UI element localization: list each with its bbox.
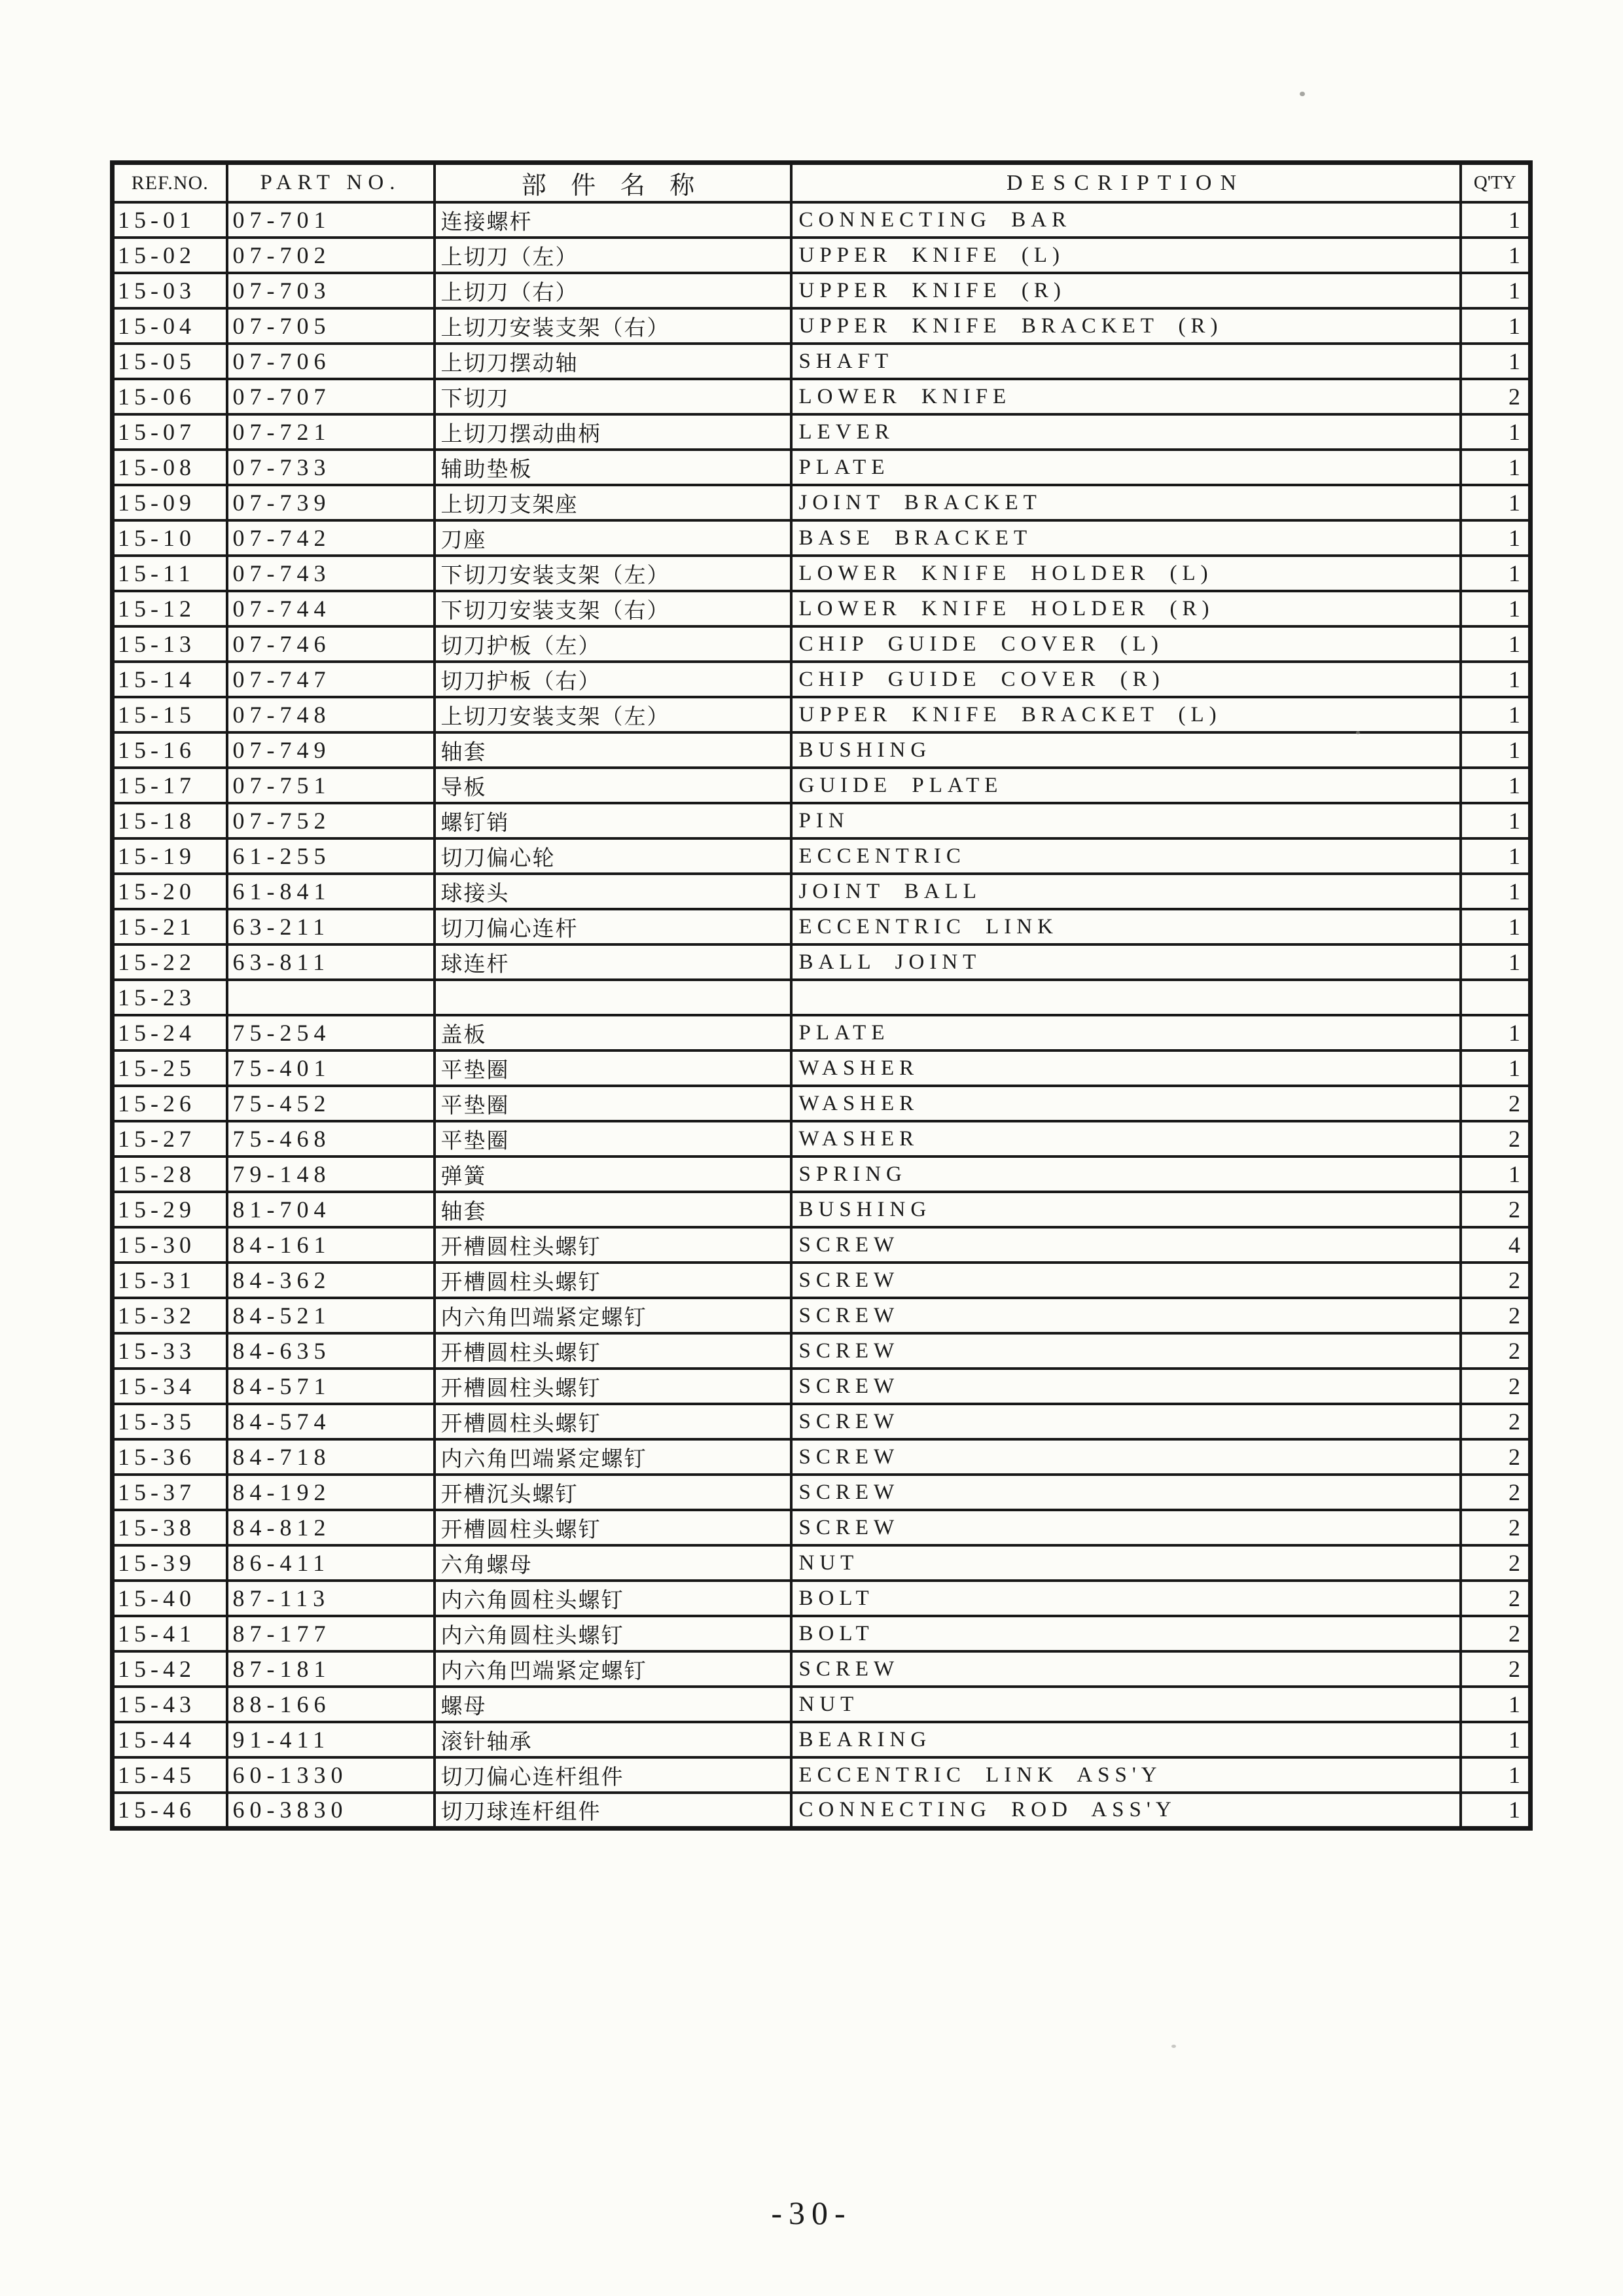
cell-part-name: 轴套 — [435, 732, 791, 768]
cell-qty: 2 — [1461, 1404, 1531, 1439]
table-row — [113, 202, 1531, 238]
cell-ref-no: 15-43 — [113, 1687, 227, 1722]
cell-description: BALL JOINT — [791, 944, 1461, 980]
table-row — [113, 1722, 1531, 1757]
table-row — [113, 520, 1531, 556]
cell-part-name: 球接头 — [435, 874, 791, 909]
cell-description — [791, 980, 1461, 1015]
cell-description: BASE BRACKET — [791, 520, 1461, 556]
table-row — [113, 944, 1531, 980]
table-row — [113, 980, 1531, 1015]
cell-qty: 1 — [1461, 1050, 1531, 1086]
cell-ref-no: 15-34 — [113, 1369, 227, 1404]
cell-part-name: 螺钉销 — [435, 803, 791, 838]
cell-qty: 1 — [1461, 1157, 1531, 1192]
table-row — [113, 1616, 1531, 1651]
header-part-name: 部 件 名 称 — [435, 163, 791, 203]
cell-ref-no: 15-30 — [113, 1227, 227, 1263]
cell-ref-no: 15-23 — [113, 980, 227, 1015]
cell-part-no: 07-747 — [227, 662, 435, 697]
cell-part-no: 07-746 — [227, 626, 435, 662]
cell-qty: 1 — [1461, 202, 1531, 238]
cell-ref-no: 15-18 — [113, 803, 227, 838]
cell-description: LOWER KNIFE HOLDER (L) — [791, 556, 1461, 591]
table-row — [113, 1545, 1531, 1581]
cell-description: UPPER KNIFE (R) — [791, 273, 1461, 308]
table-row — [113, 768, 1531, 803]
cell-ref-no: 15-39 — [113, 1545, 227, 1581]
cell-ref-no: 15-16 — [113, 732, 227, 768]
cell-part-no: 75-254 — [227, 1015, 435, 1050]
cell-qty — [1461, 980, 1531, 1015]
cell-description: SCREW — [791, 1333, 1461, 1369]
cell-part-name: 上切刀摆动曲柄 — [435, 414, 791, 450]
cell-part-no: 07-744 — [227, 591, 435, 626]
cell-ref-no: 15-32 — [113, 1298, 227, 1333]
cell-qty: 2 — [1461, 1510, 1531, 1545]
cell-part-name: 切刀球连杆组件 — [435, 1793, 791, 1828]
cell-qty: 1 — [1461, 768, 1531, 803]
cell-description: PLATE — [791, 1015, 1461, 1050]
table-row — [113, 1581, 1531, 1616]
cell-qty: 1 — [1461, 732, 1531, 768]
cell-part-no: 86-411 — [227, 1545, 435, 1581]
table-row — [113, 1227, 1531, 1263]
cell-qty: 2 — [1461, 1475, 1531, 1510]
table-row — [113, 450, 1531, 485]
cell-part-no: 84-192 — [227, 1475, 435, 1510]
cell-part-no: 79-148 — [227, 1157, 435, 1192]
cell-part-no: 87-113 — [227, 1581, 435, 1616]
cell-ref-no: 15-26 — [113, 1086, 227, 1121]
cell-description: ECCENTRIC — [791, 838, 1461, 874]
table-row — [113, 1757, 1531, 1793]
cell-qty: 1 — [1461, 803, 1531, 838]
table-row — [113, 308, 1531, 344]
cell-qty: 1 — [1461, 1687, 1531, 1722]
cell-ref-no: 15-38 — [113, 1510, 227, 1545]
cell-part-name: 下切刀安装支架（右） — [435, 591, 791, 626]
cell-part-no: 84-812 — [227, 1510, 435, 1545]
cell-ref-no: 15-20 — [113, 874, 227, 909]
cell-qty: 2 — [1461, 1121, 1531, 1157]
cell-part-no: 07-705 — [227, 308, 435, 344]
cell-description: CHIP GUIDE COVER (L) — [791, 626, 1461, 662]
cell-part-name: 切刀偏心连杆 — [435, 909, 791, 944]
cell-part-name: 开槽圆柱头螺钉 — [435, 1369, 791, 1404]
cell-description: ECCENTRIC LINK — [791, 909, 1461, 944]
cell-part-no: 07-748 — [227, 697, 435, 732]
cell-part-no: 07-751 — [227, 768, 435, 803]
cell-part-name: 开槽圆柱头螺钉 — [435, 1263, 791, 1298]
cell-part-no: 75-452 — [227, 1086, 435, 1121]
table-row — [113, 1298, 1531, 1333]
table-row — [113, 379, 1531, 414]
cell-ref-no: 15-02 — [113, 238, 227, 273]
cell-part-no: 07-752 — [227, 803, 435, 838]
cell-ref-no: 15-05 — [113, 344, 227, 379]
table-row — [113, 1475, 1531, 1510]
table-row — [113, 1015, 1531, 1050]
cell-qty: 2 — [1461, 1298, 1531, 1333]
cell-part-name: 开槽圆柱头螺钉 — [435, 1227, 791, 1263]
table-row — [113, 556, 1531, 591]
cell-part-no: 07-721 — [227, 414, 435, 450]
cell-part-name: 切刀偏心连杆组件 — [435, 1757, 791, 1793]
cell-qty: 1 — [1461, 1793, 1531, 1828]
cell-ref-no: 15-28 — [113, 1157, 227, 1192]
cell-qty: 1 — [1461, 238, 1531, 273]
cell-description: ECCENTRIC LINK ASS'Y — [791, 1757, 1461, 1793]
cell-part-no: 63-811 — [227, 944, 435, 980]
cell-part-no: 84-521 — [227, 1298, 435, 1333]
cell-description: UPPER KNIFE BRACKET (L) — [791, 697, 1461, 732]
page-number: -30- — [771, 2195, 852, 2231]
cell-description: SCREW — [791, 1404, 1461, 1439]
table-row — [113, 1404, 1531, 1439]
cell-part-name: 切刀护板（右） — [435, 662, 791, 697]
cell-part-name: 球连杆 — [435, 944, 791, 980]
cell-part-name: 辅助垫板 — [435, 450, 791, 485]
cell-ref-no: 15-04 — [113, 308, 227, 344]
cell-part-no: 84-161 — [227, 1227, 435, 1263]
cell-ref-no: 15-21 — [113, 909, 227, 944]
cell-ref-no: 15-14 — [113, 662, 227, 697]
parts-table-container — [110, 160, 1533, 1831]
cell-part-no — [227, 980, 435, 1015]
cell-description: SHAFT — [791, 344, 1461, 379]
cell-part-no: 87-177 — [227, 1616, 435, 1651]
cell-description: SPRING — [791, 1157, 1461, 1192]
cell-part-name: 开槽圆柱头螺钉 — [435, 1510, 791, 1545]
cell-part-name: 内六角凹端紧定螺钉 — [435, 1298, 791, 1333]
cell-description: WASHER — [791, 1086, 1461, 1121]
cell-description: LOWER KNIFE HOLDER (R) — [791, 591, 1461, 626]
cell-description: SCREW — [791, 1298, 1461, 1333]
cell-ref-no: 15-13 — [113, 626, 227, 662]
cell-part-no: 07-742 — [227, 520, 435, 556]
table-row — [113, 1157, 1531, 1192]
cell-qty: 2 — [1461, 1439, 1531, 1475]
cell-part-name: 滚针轴承 — [435, 1722, 791, 1757]
cell-part-name: 开槽沉头螺钉 — [435, 1475, 791, 1510]
cell-part-no: 61-841 — [227, 874, 435, 909]
cell-description: BOLT — [791, 1581, 1461, 1616]
table-row — [113, 1050, 1531, 1086]
cell-ref-no: 15-33 — [113, 1333, 227, 1369]
cell-part-name: 盖板 — [435, 1015, 791, 1050]
cell-part-no: 75-401 — [227, 1050, 435, 1086]
cell-ref-no: 15-46 — [113, 1793, 227, 1828]
table-row — [113, 485, 1531, 520]
cell-part-name: 平垫圈 — [435, 1086, 791, 1121]
scan-speck — [1171, 2045, 1176, 2048]
cell-ref-no: 15-27 — [113, 1121, 227, 1157]
cell-qty: 1 — [1461, 697, 1531, 732]
cell-description: CONNECTING BAR — [791, 202, 1461, 238]
cell-part-no: 07-706 — [227, 344, 435, 379]
table-row — [113, 1439, 1531, 1475]
cell-part-name: 上切刀安装支架（右） — [435, 308, 791, 344]
cell-qty: 2 — [1461, 1651, 1531, 1687]
cell-description: JOINT BRACKET — [791, 485, 1461, 520]
cell-part-no: 07-743 — [227, 556, 435, 591]
cell-part-no: 75-468 — [227, 1121, 435, 1157]
cell-ref-no: 15-41 — [113, 1616, 227, 1651]
cell-part-name: 导板 — [435, 768, 791, 803]
cell-part-no: 84-571 — [227, 1369, 435, 1404]
cell-description: JOINT BALL — [791, 874, 1461, 909]
cell-part-name: 开槽圆柱头螺钉 — [435, 1404, 791, 1439]
cell-ref-no: 15-15 — [113, 697, 227, 732]
cell-qty: 4 — [1461, 1227, 1531, 1263]
table-row — [113, 1192, 1531, 1227]
cell-part-no: 84-718 — [227, 1439, 435, 1475]
cell-ref-no: 15-24 — [113, 1015, 227, 1050]
table-row — [113, 238, 1531, 273]
cell-part-name: 六角螺母 — [435, 1545, 791, 1581]
parts-table — [110, 160, 1533, 1831]
cell-ref-no: 15-35 — [113, 1404, 227, 1439]
cell-ref-no: 15-44 — [113, 1722, 227, 1757]
cell-description: BEARING — [791, 1722, 1461, 1757]
cell-part-no: 07-703 — [227, 273, 435, 308]
header-description: DESCRIPTION — [791, 163, 1461, 203]
table-row — [113, 838, 1531, 874]
cell-part-no: 07-702 — [227, 238, 435, 273]
table-row — [113, 626, 1531, 662]
cell-part-name: 上切刀（右） — [435, 273, 791, 308]
header-qty: Q'TY — [1461, 163, 1531, 203]
cell-qty: 2 — [1461, 1333, 1531, 1369]
cell-part-name: 上切刀（左） — [435, 238, 791, 273]
cell-description: NUT — [791, 1687, 1461, 1722]
cell-qty: 1 — [1461, 626, 1531, 662]
header-row — [113, 163, 1531, 203]
table-row — [113, 1687, 1531, 1722]
cell-part-name: 螺母 — [435, 1687, 791, 1722]
cell-description: SCREW — [791, 1263, 1461, 1298]
table-row — [113, 662, 1531, 697]
cell-ref-no: 15-40 — [113, 1581, 227, 1616]
cell-qty: 2 — [1461, 1581, 1531, 1616]
cell-part-name: 下切刀安装支架（左） — [435, 556, 791, 591]
table-row — [113, 1263, 1531, 1298]
cell-part-name: 内六角凹端紧定螺钉 — [435, 1651, 791, 1687]
cell-description: PLATE — [791, 450, 1461, 485]
cell-description: PIN — [791, 803, 1461, 838]
cell-description: LEVER — [791, 414, 1461, 450]
cell-ref-no: 15-29 — [113, 1192, 227, 1227]
cell-ref-no: 15-25 — [113, 1050, 227, 1086]
table-row — [113, 909, 1531, 944]
cell-part-no: 61-255 — [227, 838, 435, 874]
cell-ref-no: 15-06 — [113, 379, 227, 414]
cell-description: WASHER — [791, 1121, 1461, 1157]
table-row — [113, 1369, 1531, 1404]
cell-qty: 2 — [1461, 1086, 1531, 1121]
cell-part-no: 07-749 — [227, 732, 435, 768]
cell-part-no: 07-733 — [227, 450, 435, 485]
cell-description: GUIDE PLATE — [791, 768, 1461, 803]
cell-description: BOLT — [791, 1616, 1461, 1651]
cell-part-name: 连接螺杆 — [435, 202, 791, 238]
cell-description: SCREW — [791, 1475, 1461, 1510]
cell-ref-no: 15-12 — [113, 591, 227, 626]
header-ref-no: REF.NO. — [113, 163, 227, 203]
table-row — [113, 732, 1531, 768]
cell-ref-no: 15-37 — [113, 1475, 227, 1510]
cell-description: LOWER KNIFE — [791, 379, 1461, 414]
cell-description: UPPER KNIFE (L) — [791, 238, 1461, 273]
table-row — [113, 1333, 1531, 1369]
cell-qty: 1 — [1461, 1722, 1531, 1757]
table-row — [113, 1121, 1531, 1157]
cell-part-name: 内六角圆柱头螺钉 — [435, 1581, 791, 1616]
cell-part-name: 平垫圈 — [435, 1050, 791, 1086]
cell-ref-no: 15-22 — [113, 944, 227, 980]
cell-part-no: 88-166 — [227, 1687, 435, 1722]
cell-qty: 1 — [1461, 520, 1531, 556]
cell-qty: 1 — [1461, 909, 1531, 944]
cell-part-no: 84-574 — [227, 1404, 435, 1439]
cell-ref-no: 15-36 — [113, 1439, 227, 1475]
cell-qty: 1 — [1461, 662, 1531, 697]
cell-description: CONNECTING ROD ASS'Y — [791, 1793, 1461, 1828]
cell-part-name — [435, 980, 791, 1015]
parts-table-body — [113, 202, 1531, 1828]
cell-ref-no: 15-45 — [113, 1757, 227, 1793]
cell-ref-no: 15-07 — [113, 414, 227, 450]
cell-description: SCREW — [791, 1369, 1461, 1404]
cell-qty: 1 — [1461, 1015, 1531, 1050]
cell-part-no: 60-1330 — [227, 1757, 435, 1793]
cell-ref-no: 15-03 — [113, 273, 227, 308]
cell-qty: 1 — [1461, 1757, 1531, 1793]
table-row — [113, 344, 1531, 379]
cell-part-no: 84-635 — [227, 1333, 435, 1369]
cell-part-no: 81-704 — [227, 1192, 435, 1227]
table-row — [113, 803, 1531, 838]
cell-part-name: 开槽圆柱头螺钉 — [435, 1333, 791, 1369]
cell-ref-no: 15-09 — [113, 485, 227, 520]
cell-part-name: 上切刀摆动轴 — [435, 344, 791, 379]
table-row — [113, 1793, 1531, 1828]
cell-ref-no: 15-19 — [113, 838, 227, 874]
scan-speck — [1356, 731, 1360, 734]
cell-description: SCREW — [791, 1439, 1461, 1475]
cell-part-name: 切刀护板（左） — [435, 626, 791, 662]
cell-part-no: 91-411 — [227, 1722, 435, 1757]
cell-part-name: 下切刀 — [435, 379, 791, 414]
cell-part-no: 87-181 — [227, 1651, 435, 1687]
cell-part-name: 轴套 — [435, 1192, 791, 1227]
cell-part-name: 上切刀安装支架（左） — [435, 697, 791, 732]
cell-part-no: 84-362 — [227, 1263, 435, 1298]
cell-ref-no: 15-17 — [113, 768, 227, 803]
cell-description: BUSHING — [791, 732, 1461, 768]
cell-part-no: 07-701 — [227, 202, 435, 238]
cell-part-no: 07-739 — [227, 485, 435, 520]
cell-ref-no: 15-31 — [113, 1263, 227, 1298]
cell-part-name: 内六角凹端紧定螺钉 — [435, 1439, 791, 1475]
scan-speck — [1300, 92, 1305, 96]
parts-table-header — [113, 163, 1531, 203]
cell-qty: 1 — [1461, 308, 1531, 344]
cell-description: WASHER — [791, 1050, 1461, 1086]
cell-qty: 1 — [1461, 556, 1531, 591]
table-row — [113, 591, 1531, 626]
table-row — [113, 697, 1531, 732]
cell-ref-no: 15-08 — [113, 450, 227, 485]
cell-qty: 1 — [1461, 838, 1531, 874]
cell-qty: 1 — [1461, 273, 1531, 308]
cell-qty: 1 — [1461, 591, 1531, 626]
cell-part-name: 切刀偏心轮 — [435, 838, 791, 874]
cell-part-name: 上切刀支架座 — [435, 485, 791, 520]
cell-qty: 2 — [1461, 1545, 1531, 1581]
cell-part-name: 内六角圆柱头螺钉 — [435, 1616, 791, 1651]
cell-qty: 1 — [1461, 344, 1531, 379]
table-row — [113, 874, 1531, 909]
cell-qty: 1 — [1461, 450, 1531, 485]
table-row — [113, 1651, 1531, 1687]
cell-qty: 1 — [1461, 414, 1531, 450]
cell-qty: 1 — [1461, 944, 1531, 980]
cell-ref-no: 15-10 — [113, 520, 227, 556]
cell-description: SCREW — [791, 1651, 1461, 1687]
cell-qty: 2 — [1461, 1616, 1531, 1651]
cell-ref-no: 15-01 — [113, 202, 227, 238]
table-row — [113, 1086, 1531, 1121]
cell-qty: 2 — [1461, 1192, 1531, 1227]
table-row — [113, 414, 1531, 450]
cell-part-name: 平垫圈 — [435, 1121, 791, 1157]
table-row — [113, 1510, 1531, 1545]
cell-part-name: 弹簧 — [435, 1157, 791, 1192]
cell-part-no: 63-211 — [227, 909, 435, 944]
cell-part-no: 60-3830 — [227, 1793, 435, 1828]
cell-qty: 1 — [1461, 874, 1531, 909]
cell-description: BUSHING — [791, 1192, 1461, 1227]
cell-part-name: 刀座 — [435, 520, 791, 556]
cell-qty: 2 — [1461, 1369, 1531, 1404]
cell-qty: 2 — [1461, 379, 1531, 414]
cell-qty: 1 — [1461, 485, 1531, 520]
cell-description: NUT — [791, 1545, 1461, 1581]
cell-part-no: 07-707 — [227, 379, 435, 414]
table-row — [113, 273, 1531, 308]
cell-description: SCREW — [791, 1227, 1461, 1263]
cell-description: SCREW — [791, 1510, 1461, 1545]
cell-description: CHIP GUIDE COVER (R) — [791, 662, 1461, 697]
cell-description: UPPER KNIFE BRACKET (R) — [791, 308, 1461, 344]
cell-ref-no: 15-11 — [113, 556, 227, 591]
header-part-no: PART NO. — [227, 163, 435, 203]
cell-ref-no: 15-42 — [113, 1651, 227, 1687]
cell-qty: 2 — [1461, 1263, 1531, 1298]
